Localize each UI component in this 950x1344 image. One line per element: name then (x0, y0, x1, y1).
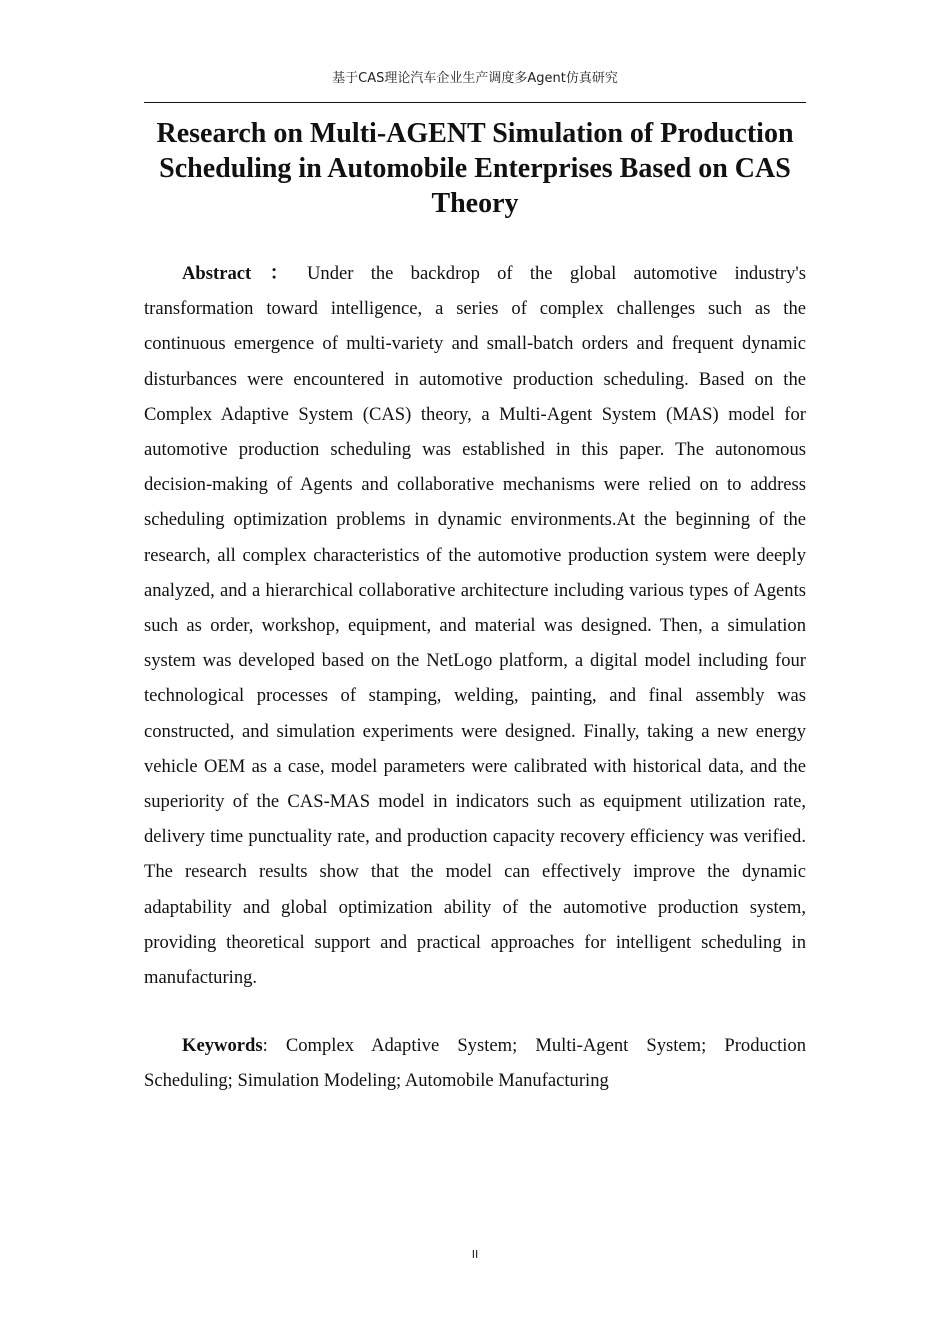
abstract-label: Abstract (182, 263, 252, 284)
abstract-colon: ： (257, 263, 301, 284)
keywords-paragraph (144, 1028, 806, 1098)
page-number: II (471, 1248, 479, 1261)
paper-title: Research on Multi-AGENT Simulation of Production Scheduling in Automobile Enterprises Based on CAS Theory (156, 118, 794, 219)
keywords-label: Keywords (182, 1035, 263, 1056)
abstract-paragraph (144, 256, 806, 995)
keywords-text: : Complex Adaptive System; Multi-Agent System; Production Scheduling; Simulation Modeling; Automobile Manufacturing (144, 1035, 806, 1092)
running-header: 基于CAS理论汽车企业生产调度多Agent仿真研究 (332, 71, 618, 86)
abstract-text: Under the backdrop of the global automotive industry's transformation toward intelligence, a series of complex challenges such as the continuous emergence of multi-variety and small-batch orders and frequent dynamic disturbances were encountered in automotive production scheduling. Based on the Complex Adaptive System (CAS) theory, a Multi-Agent System (MAS) model for automotive production scheduling was established in this paper. The autonomous decision-making of Agents and collaborative mechanisms were relied on to address scheduling optimization problems in dynamic environments.At the beginning of the research, all complex characteristics of the automotive production system were deeply analyzed, and a hierarchical collaborative architecture including various types of Agents such as order, workshop, equipment, and material was designed. Then, a simulation system was developed based on the NetLogo platform, a digital model including four technological processes of stamping, welding, painting, and final assembly was constructed, and simulation experiments were designed. Finally, taking a new energy vehicle OEM as a case, model parameters were calibrated with historical data, and the superiority of the CAS-MAS model in indicators such as equipment utilization rate, delivery time punctuality rate, and production capacity recovery efficiency was verified. The research results show that the model can effectively improve the dynamic adaptability and global optimization ability of the automotive production system, providing theoretical support and practical approaches for intelligent scheduling in manufacturing. (144, 263, 806, 989)
header-divider (144, 102, 806, 103)
